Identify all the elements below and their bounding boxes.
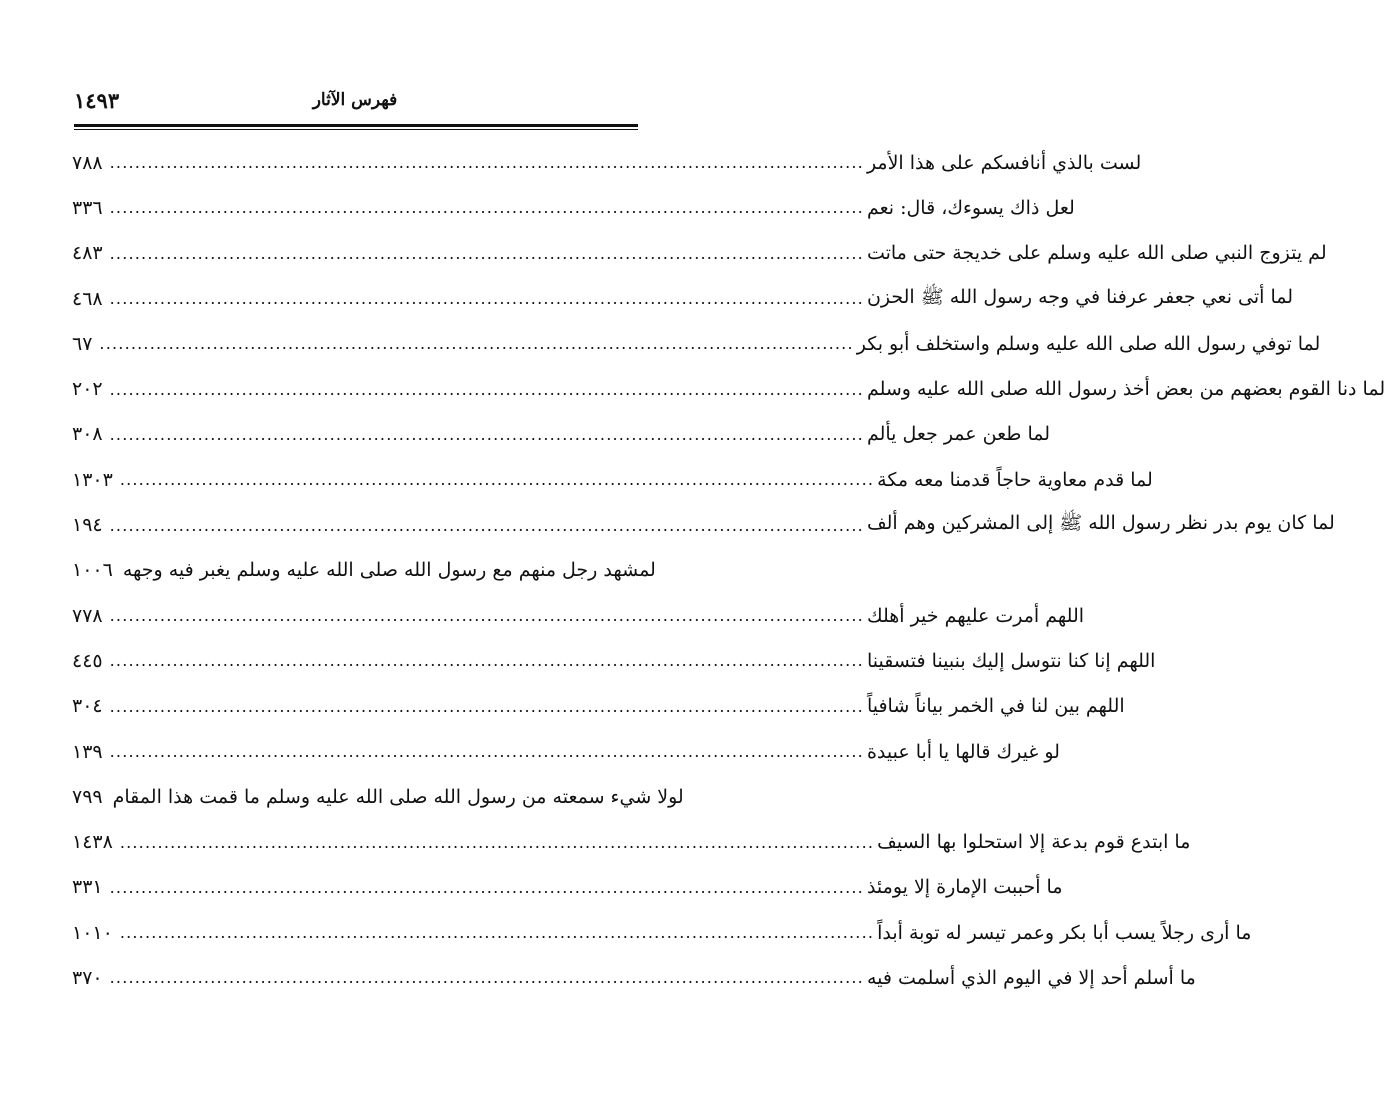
dot-leader: ........................................................................................................................ [109,651,864,671]
entry-page-number: ١٩٤ [72,514,103,537]
index-entry [72,321,1321,366]
entry-text: لما دنا القوم بعضهم من بعض أخذ رسول الله صلى الله عليه وسلم [866,378,1385,401]
entry-text: اللهم إنا كنا نتوسل إليك بنبينا فتسقينا [866,649,1156,672]
index-entry [72,593,1085,638]
header-rule-thin [74,129,638,130]
entry-page-number: ١٤٣٨ [72,831,113,854]
dot-leader: ........................................................................................................................ [119,470,875,490]
index-entry [72,819,1191,864]
index-entry [72,865,1063,910]
entry-page-number: ٢٠٢ [72,378,103,401]
index-entry [72,729,1060,774]
entry-text: لما أتى نعي جعفر عرفنا في وجه رسول الله ﷺ الحزن [866,285,1294,308]
running-title: فهرس الآثار [312,90,398,110]
dot-leader: ........................................................................................................................ [109,379,864,399]
entry-text: لمشهد رجل منهم مع رسول الله صلى الله عليه وسلم يغبر فيه وجهه [122,559,656,582]
index-entry [72,457,1153,502]
index-entry [72,502,1335,547]
entry-page-number: ١٠٠٦ [72,559,113,582]
entry-page-number: ٧٨٨ [72,151,103,174]
index-entry [72,774,684,819]
entry-text: لعل ذاك يسوءك، قال: نعم [866,196,1075,219]
entry-text: ما ابتدع قوم بدعة إلا استحلوا بها السيف [877,831,1191,854]
index-entry [72,548,656,593]
entry-page-number: ١٠١٠ [72,921,113,944]
entry-page-number: ٣٣٦ [72,196,103,219]
dot-leader: ........................................................................................................................ [109,198,864,218]
dot-leader: ........................................................................................................................ [109,968,864,988]
entry-text: لما قدم معاوية حاجاً قدمنا معه مكة [877,468,1153,491]
dot-leader: ........................................................................................................................ [109,606,864,626]
header-rule-thick [74,124,638,127]
index-entry [72,276,1294,321]
dot-leader: ........................................................................................................................ [109,153,864,173]
entry-text: لست بالذي أنافسكم على هذا الأمر [866,151,1142,174]
index-entry [72,231,1327,276]
page-number: ١٤٩٣ [74,88,120,113]
entry-text: لولا شيء سمعته من رسول الله صلى الله عليه وسلم ما قمت هذا المقام [112,785,684,808]
entry-page-number: ٤٦٨ [72,287,103,310]
entry-page-number: ٣٠٤ [72,695,103,718]
entry-page-number: ١٣٩ [72,740,103,763]
entry-page-number: ٣٣١ [72,876,103,899]
index-entry [72,140,1142,185]
entry-text: اللهم بين لنا في الخمر بياناً شافياً [866,695,1125,718]
entry-text: لما طعن عمر جعل يألم [866,423,1051,446]
entry-page-number: ١٣٠٣ [72,468,113,491]
dot-leader: ........................................................................................................................ [99,334,854,354]
entry-page-number: ٣٠٨ [72,423,103,446]
index-entries [72,140,1385,1001]
dot-leader: ........................................................................................................................ [119,832,875,852]
dot-leader: ........................................................................................................................ [119,923,875,943]
entry-text: ما أرى رجلاً يسب أبا بكر وعمر تيسر له توبة أبداً [877,921,1252,944]
page-header [74,84,636,124]
index-entry [72,638,1156,683]
dot-leader: ........................................................................................................................ [109,243,864,263]
index-entry [72,684,1125,729]
entry-page-number: ٧٧٨ [72,604,103,627]
entry-page-number: ٤٤٥ [72,649,103,672]
entry-page-number: ٦٧ [72,332,93,355]
index-entry [72,366,1385,411]
dot-leader: ........................................................................................................................ [109,289,864,309]
dot-leader: ........................................................................................................................ [109,515,864,535]
entry-page-number: ٣٧٠ [72,966,103,989]
dot-leader: ........................................................................................................................ [109,696,864,716]
entry-text: اللهم أمرت عليهم خير أهلك [866,604,1085,627]
entry-text: لم يتزوج النبي صلى الله عليه وسلم على خديجة حتى ماتت [866,242,1327,265]
dot-leader: ........................................................................................................................ [109,424,864,444]
index-entry [72,412,1051,457]
entry-text: ما أحببت الإمارة إلا يومئذ [866,876,1063,899]
entry-text: لما توفي رسول الله صلى الله عليه وسلم واستخلف أبو بكر [856,332,1321,355]
index-entry [72,185,1075,230]
entry-text: لما كان يوم بدر نظر رسول الله ﷺ إلى المشركين وهم ألف [866,512,1335,535]
entry-page-number: ٧٩٩ [72,785,103,808]
index-entry [72,955,1196,1000]
entry-text: لو غيرك قالها يا أبا عبيدة [866,740,1060,763]
entry-text: ما أسلم أحد إلا في اليوم الذي أسلمت فيه [866,966,1196,989]
index-entry [72,910,1252,955]
dot-leader: ........................................................................................................................ [109,742,864,761]
entry-page-number: ٤٨٣ [72,242,103,265]
dot-leader: ........................................................................................................................ [109,877,864,897]
